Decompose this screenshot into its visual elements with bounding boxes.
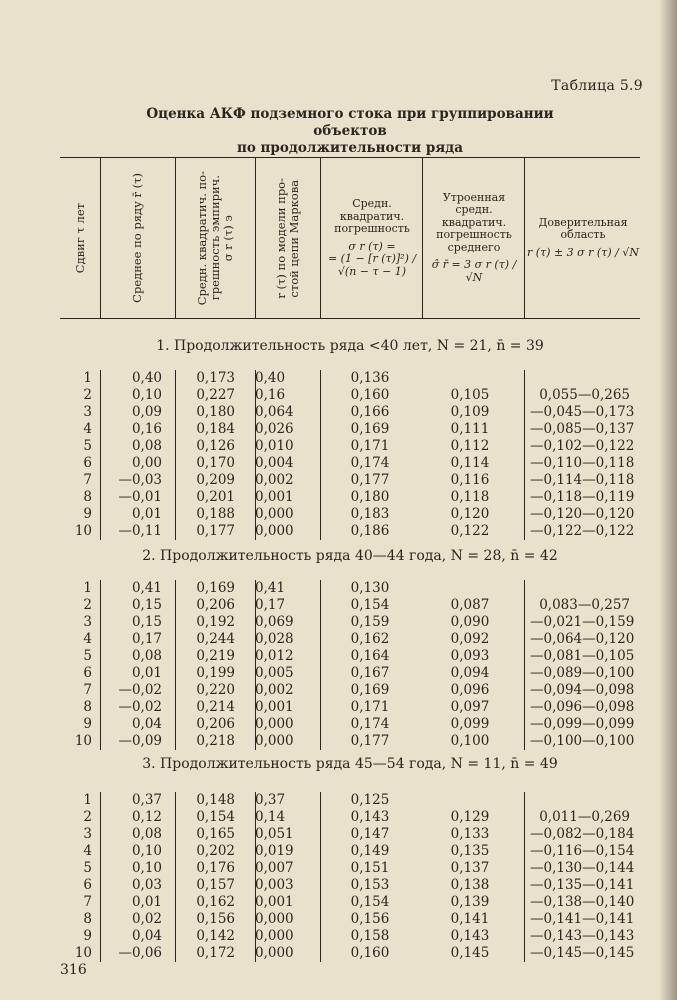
- mean-cell: 0,08: [131, 648, 162, 664]
- confidence-cell: —0,094—0,098: [530, 682, 635, 698]
- mse-cell: 0,149: [350, 843, 390, 859]
- markov-cell: 0,026: [255, 421, 294, 437]
- shift-cell: 6: [83, 455, 92, 471]
- table-row: [60, 716, 640, 733]
- emp-error-cell: 0,244: [196, 631, 235, 647]
- shift-cell: 9: [83, 506, 92, 522]
- mean-cell: 0,03: [131, 877, 162, 893]
- table-row: [60, 597, 640, 614]
- mse-cell: 0,159: [350, 614, 390, 630]
- shift-cell: 4: [83, 631, 92, 647]
- shift-cell: 6: [83, 665, 92, 681]
- triple-error-cell: 0,129: [450, 809, 490, 825]
- column-divider: [100, 580, 101, 750]
- mean-cell: 0,02: [131, 911, 162, 927]
- mean-cell: 0,15: [131, 597, 162, 613]
- emp-error-cell: 0,142: [196, 928, 235, 944]
- column-divider: [524, 580, 525, 750]
- mse-cell: 0,136: [350, 370, 390, 386]
- triple-error-cell: 0,114: [450, 455, 490, 471]
- confidence-cell: —0,120—0,120: [530, 506, 635, 522]
- markov-cell: 0,000: [255, 716, 294, 732]
- column-divider: [255, 370, 256, 540]
- table-title-line2: по продолжительности ряда: [236, 140, 464, 156]
- table-row: [60, 792, 640, 809]
- shift-cell: 7: [83, 682, 92, 698]
- shift-cell: 5: [83, 648, 92, 664]
- section-rows: [60, 580, 640, 750]
- table-header: [60, 158, 640, 318]
- shift-cell: 8: [83, 911, 92, 927]
- mse-cell: 0,177: [350, 472, 390, 488]
- emp-error-cell: 0,214: [196, 699, 235, 715]
- emp-error-cell: 0,227: [196, 387, 235, 403]
- markov-cell: 0,000: [255, 928, 294, 944]
- triple-error-cell: 0,093: [450, 648, 490, 664]
- shift-cell: 1: [83, 370, 92, 386]
- page-edge-shadow: [659, 0, 677, 1000]
- markov-cell: 0,003: [255, 877, 294, 893]
- column-divider: [524, 792, 525, 962]
- table-row: [60, 421, 640, 438]
- mse-cell: 0,147: [350, 826, 390, 842]
- mse-cell: 0,162: [350, 631, 390, 647]
- mean-cell: 0,37: [131, 792, 162, 808]
- table-row: [60, 370, 640, 387]
- emp-error-cell: 0,209: [196, 472, 235, 488]
- emp-error-cell: 0,188: [196, 506, 235, 522]
- mean-cell: 0,10: [131, 387, 162, 403]
- mean-cell: 0,01: [131, 894, 162, 910]
- triple-error-cell: 0,094: [450, 665, 490, 681]
- triple-error-cell: 0,090: [450, 614, 490, 630]
- header-mean-r: Среднее по ряду r̄ (τ): [130, 173, 144, 303]
- mse-cell: 0,156: [350, 911, 390, 927]
- mean-cell: 0,08: [131, 826, 162, 842]
- mse-cell: 0,169: [350, 421, 390, 437]
- markov-cell: 0,41: [255, 580, 286, 596]
- mean-cell: 0,09: [131, 404, 162, 420]
- table-row: [60, 809, 640, 826]
- table-row: [60, 699, 640, 716]
- section-title: 1. Продолжительность ряда <40 лет, N = 21, n̄ = 39: [156, 338, 544, 354]
- mean-cell: 0,01: [131, 506, 162, 522]
- triple-error-cell: 0,111: [450, 421, 490, 437]
- mean-cell: 0,04: [131, 716, 162, 732]
- confidence-cell: —0,102—0,122: [530, 438, 635, 454]
- triple-error-cell: 0,100: [450, 733, 490, 749]
- triple-error-cell: 0,143: [450, 928, 490, 944]
- mse-cell: 0,183: [350, 506, 390, 522]
- column-divider: [175, 370, 176, 540]
- mean-cell: 0,40: [131, 370, 162, 386]
- mse-cell: 0,171: [350, 438, 390, 454]
- mse-cell: 0,160: [350, 945, 390, 961]
- mean-cell: 0,10: [131, 860, 162, 876]
- section-rows: [60, 792, 640, 962]
- mse-cell: 0,125: [350, 792, 390, 808]
- mse-cell: 0,174: [350, 455, 390, 471]
- markov-cell: 0,002: [255, 472, 294, 488]
- table-row: [60, 894, 640, 911]
- shift-cell: 10: [74, 523, 92, 539]
- confidence-cell: —0,045—0,173: [530, 404, 635, 420]
- confidence-cell: —0,100—0,100: [530, 733, 635, 749]
- emp-error-cell: 0,170: [196, 455, 235, 471]
- markov-cell: 0,16: [255, 387, 286, 403]
- mse-cell: 0,164: [350, 648, 390, 664]
- emp-error-cell: 0,219: [196, 648, 235, 664]
- column-divider: [320, 580, 321, 750]
- triple-error-cell: 0,096: [450, 682, 490, 698]
- table-row: [60, 826, 640, 843]
- mse-cell: 0,130: [350, 580, 390, 596]
- shift-cell: 7: [83, 472, 92, 488]
- mse-cell: 0,167: [350, 665, 390, 681]
- markov-cell: 0,17: [255, 597, 286, 613]
- table-row: [60, 648, 640, 665]
- markov-cell: 0,000: [255, 945, 294, 961]
- triple-error-cell: 0,112: [450, 438, 490, 454]
- markov-cell: 0,000: [255, 523, 294, 539]
- mean-cell: —0,06: [118, 945, 162, 961]
- table-title-line1: Оценка АКФ подземного стока при группировании объектов: [146, 106, 554, 139]
- mse-cell: 0,160: [350, 387, 390, 403]
- confidence-cell: —0,089—0,100: [530, 665, 635, 681]
- mse-cell: 0,166: [350, 404, 390, 420]
- mean-cell: 0,17: [131, 631, 162, 647]
- shift-cell: 1: [83, 792, 92, 808]
- table-row: [60, 928, 640, 945]
- mean-cell: —0,11: [118, 523, 162, 539]
- header-triple: Утроенная средн. квадратич. погрешность среднего σ̂ r̄ = 3 σ r (τ) / √N: [424, 158, 524, 318]
- shift-cell: 9: [83, 928, 92, 944]
- shift-cell: 10: [74, 733, 92, 749]
- markov-cell: 0,000: [255, 506, 294, 522]
- triple-error-cell: 0,099: [450, 716, 490, 732]
- shift-cell: 10: [74, 945, 92, 961]
- emp-error-cell: 0,218: [196, 733, 235, 749]
- confidence-cell: 0,083—0,257: [539, 597, 630, 613]
- confidence-cell: —0,110—0,118: [530, 455, 635, 471]
- table-row: [60, 665, 640, 682]
- column-divider: [175, 580, 176, 750]
- shift-cell: 7: [83, 894, 92, 910]
- page-number: 316: [60, 962, 87, 978]
- column-divider: [524, 370, 525, 540]
- shift-cell: 3: [83, 826, 92, 842]
- column-divider: [175, 792, 176, 962]
- mse-cell: 0,186: [350, 523, 390, 539]
- emp-error-cell: 0,206: [196, 597, 235, 613]
- shift-cell: 5: [83, 860, 92, 876]
- shift-cell: 3: [83, 614, 92, 630]
- markov-cell: 0,002: [255, 682, 294, 698]
- emp-error-cell: 0,165: [196, 826, 235, 842]
- confidence-cell: —0,114—0,118: [530, 472, 635, 488]
- column-divider: [320, 370, 321, 540]
- shift-cell: 3: [83, 404, 92, 420]
- mean-cell: 0,10: [131, 843, 162, 859]
- mse-cell: 0,174: [350, 716, 390, 732]
- confidence-cell: 0,011—0,269: [539, 809, 630, 825]
- shift-cell: 8: [83, 489, 92, 505]
- table-row: [60, 614, 640, 631]
- triple-error-cell: 0,087: [450, 597, 490, 613]
- header-mse: Средн. квадратич. погрешность σ r (τ) = = (1 − [r (τ)]²) / √(n − τ − 1): [322, 158, 422, 318]
- triple-error-cell: 0,118: [450, 489, 490, 505]
- section-rows: [60, 370, 640, 540]
- mse-cell: 0,169: [350, 682, 390, 698]
- confidence-cell: —0,099—0,099: [530, 716, 635, 732]
- mean-cell: 0,04: [131, 928, 162, 944]
- markov-cell: 0,007: [255, 860, 294, 876]
- triple-error-cell: 0,135: [450, 843, 490, 859]
- triple-error-cell: 0,116: [450, 472, 490, 488]
- table-row: [60, 877, 640, 894]
- triple-error-cell: 0,092: [450, 631, 490, 647]
- confidence-cell: —0,145—0,145: [530, 945, 635, 961]
- section-title: 3. Продолжительность ряда 45—54 года, N = 11, n̄ = 49: [142, 756, 558, 772]
- table-row: [60, 472, 640, 489]
- triple-error-cell: 0,109: [450, 404, 490, 420]
- header-emp-error: Средн. квадратич. по- грешность эмпирич. σ r (τ) э: [194, 170, 235, 306]
- table-row: [60, 387, 640, 404]
- confidence-cell: —0,096—0,098: [530, 699, 635, 715]
- markov-cell: 0,028: [255, 631, 294, 647]
- mean-cell: 0,15: [131, 614, 162, 630]
- header-divider: [524, 158, 525, 318]
- emp-error-cell: 0,156: [196, 911, 235, 927]
- confidence-cell: 0,055—0,265: [539, 387, 630, 403]
- emp-error-cell: 0,172: [196, 945, 235, 961]
- mean-cell: 0,08: [131, 438, 162, 454]
- mse-cell: 0,151: [350, 860, 390, 876]
- column-divider: [320, 792, 321, 962]
- triple-error-cell: 0,120: [450, 506, 490, 522]
- markov-cell: 0,001: [255, 699, 294, 715]
- mse-cell: 0,143: [350, 809, 390, 825]
- confidence-cell: —0,122—0,122: [530, 523, 635, 539]
- triple-error-cell: 0,145: [450, 945, 490, 961]
- table-row: [60, 455, 640, 472]
- markov-cell: 0,051: [255, 826, 294, 842]
- mean-cell: —0,02: [118, 682, 162, 698]
- shift-cell: 6: [83, 877, 92, 893]
- markov-cell: 0,40: [255, 370, 286, 386]
- table-row: [60, 523, 640, 540]
- confidence-cell: —0,064—0,120: [530, 631, 635, 647]
- emp-error-cell: 0,176: [196, 860, 235, 876]
- confidence-cell: —0,081—0,105: [530, 648, 635, 664]
- markov-cell: 0,012: [255, 648, 294, 664]
- header-bottom-rule: [60, 318, 640, 319]
- markov-cell: 0,064: [255, 404, 294, 420]
- section-title: 2. Продолжительность ряда 40—44 года, N = 28, n̄ = 42: [142, 548, 558, 564]
- emp-error-cell: 0,201: [196, 489, 235, 505]
- emp-error-cell: 0,162: [196, 894, 235, 910]
- shift-cell: 4: [83, 843, 92, 859]
- table-row: [60, 438, 640, 455]
- confidence-cell: —0,138—0,140: [530, 894, 635, 910]
- triple-error-cell: 0,122: [450, 523, 490, 539]
- emp-error-cell: 0,148: [196, 792, 235, 808]
- triple-formula: σ̂ r̄ = 3 σ r (τ) / √N: [431, 258, 517, 284]
- mean-cell: 0,41: [131, 580, 162, 596]
- mean-cell: —0,09: [118, 733, 162, 749]
- conf-formula: r (τ) ± 3 σ r (τ) / √N: [527, 245, 639, 259]
- markov-cell: 0,019: [255, 843, 294, 859]
- confidence-cell: —0,082—0,184: [530, 826, 635, 842]
- mean-cell: —0,02: [118, 699, 162, 715]
- mean-cell: 0,16: [131, 421, 162, 437]
- shift-cell: 8: [83, 699, 92, 715]
- triple-error-cell: 0,137: [450, 860, 490, 876]
- triple-error-cell: 0,097: [450, 699, 490, 715]
- shift-cell: 2: [83, 597, 92, 613]
- triple-error-cell: 0,138: [450, 877, 490, 893]
- emp-error-cell: 0,199: [196, 665, 235, 681]
- mse-cell: 0,158: [350, 928, 390, 944]
- markov-cell: 0,37: [255, 792, 286, 808]
- table-row: [60, 580, 640, 597]
- triple-error-cell: 0,105: [450, 387, 490, 403]
- confidence-cell: —0,085—0,137: [530, 421, 635, 437]
- emp-error-cell: 0,126: [196, 438, 235, 454]
- mse-cell: 0,154: [350, 894, 390, 910]
- column-divider: [255, 580, 256, 750]
- markov-cell: 0,000: [255, 911, 294, 927]
- mse-cell: 0,154: [350, 597, 390, 613]
- emp-error-cell: 0,180: [196, 404, 235, 420]
- emp-error-cell: 0,177: [196, 523, 235, 539]
- mse-cell: 0,153: [350, 877, 390, 893]
- emp-error-cell: 0,157: [196, 877, 235, 893]
- markov-cell: 0,004: [255, 455, 294, 471]
- shift-cell: 2: [83, 809, 92, 825]
- emp-error-cell: 0,206: [196, 716, 235, 732]
- table-title: [110, 106, 590, 157]
- markov-cell: 0,14: [255, 809, 286, 825]
- mse-cell: 0,171: [350, 699, 390, 715]
- emp-error-cell: 0,192: [196, 614, 235, 630]
- confidence-cell: —0,130—0,144: [530, 860, 635, 876]
- shift-cell: 1: [83, 580, 92, 596]
- markov-cell: 0,010: [255, 438, 294, 454]
- table-row: [60, 843, 640, 860]
- shift-cell: 2: [83, 387, 92, 403]
- table-row: [60, 911, 640, 928]
- emp-error-cell: 0,154: [196, 809, 235, 825]
- triple-error-cell: 0,133: [450, 826, 490, 842]
- markov-cell: 0,001: [255, 894, 294, 910]
- mean-cell: 0,01: [131, 665, 162, 681]
- markov-cell: 0,000: [255, 733, 294, 749]
- column-divider: [100, 792, 101, 962]
- shift-cell: 9: [83, 716, 92, 732]
- confidence-cell: —0,118—0,119: [530, 489, 635, 505]
- table-row: [60, 404, 640, 421]
- table-label: Таблица 5.9: [551, 78, 643, 94]
- emp-error-cell: 0,184: [196, 421, 235, 437]
- confidence-cell: —0,116—0,154: [530, 843, 635, 859]
- mean-cell: —0,03: [118, 472, 162, 488]
- triple-error-cell: 0,141: [450, 911, 490, 927]
- header-divider: [422, 158, 423, 318]
- table-row: [60, 506, 640, 523]
- markov-cell: 0,005: [255, 665, 294, 681]
- mse-cell: 0,177: [350, 733, 390, 749]
- shift-cell: 5: [83, 438, 92, 454]
- table-row: [60, 631, 640, 648]
- emp-error-cell: 0,220: [196, 682, 235, 698]
- table-row: [60, 682, 640, 699]
- shift-cell: 4: [83, 421, 92, 437]
- mse-formula: σ r (τ) = = (1 − [r (τ)]²) / √(n − τ − 1): [327, 239, 417, 278]
- column-divider: [100, 370, 101, 540]
- mean-cell: —0,01: [118, 489, 162, 505]
- header-shift: Сдвиг τ лет: [72, 202, 87, 274]
- column-divider: [255, 792, 256, 962]
- mean-cell: 0,00: [131, 455, 162, 471]
- markov-cell: 0,069: [255, 614, 294, 630]
- emp-error-cell: 0,202: [196, 843, 235, 859]
- header-divider: [320, 158, 321, 318]
- markov-cell: 0,001: [255, 489, 294, 505]
- confidence-cell: —0,135—0,141: [530, 877, 635, 893]
- emp-error-cell: 0,169: [196, 580, 235, 596]
- header-markov: r (τ) по модели про- стой цепи Маркова: [273, 177, 301, 299]
- table-row: [60, 860, 640, 877]
- mse-cell: 0,180: [350, 489, 390, 505]
- table-row: [60, 733, 640, 750]
- table-row: [60, 489, 640, 506]
- mean-cell: 0,12: [131, 809, 162, 825]
- header-confidence: Доверительная область r (τ) ± 3 σ r (τ) / √N: [527, 215, 639, 259]
- confidence-cell: —0,021—0,159: [530, 614, 635, 630]
- emp-error-cell: 0,173: [196, 370, 235, 386]
- table-row: [60, 945, 640, 962]
- confidence-cell: —0,143—0,143: [530, 928, 635, 944]
- triple-error-cell: 0,139: [450, 894, 490, 910]
- confidence-cell: —0,141—0,141: [530, 911, 635, 927]
